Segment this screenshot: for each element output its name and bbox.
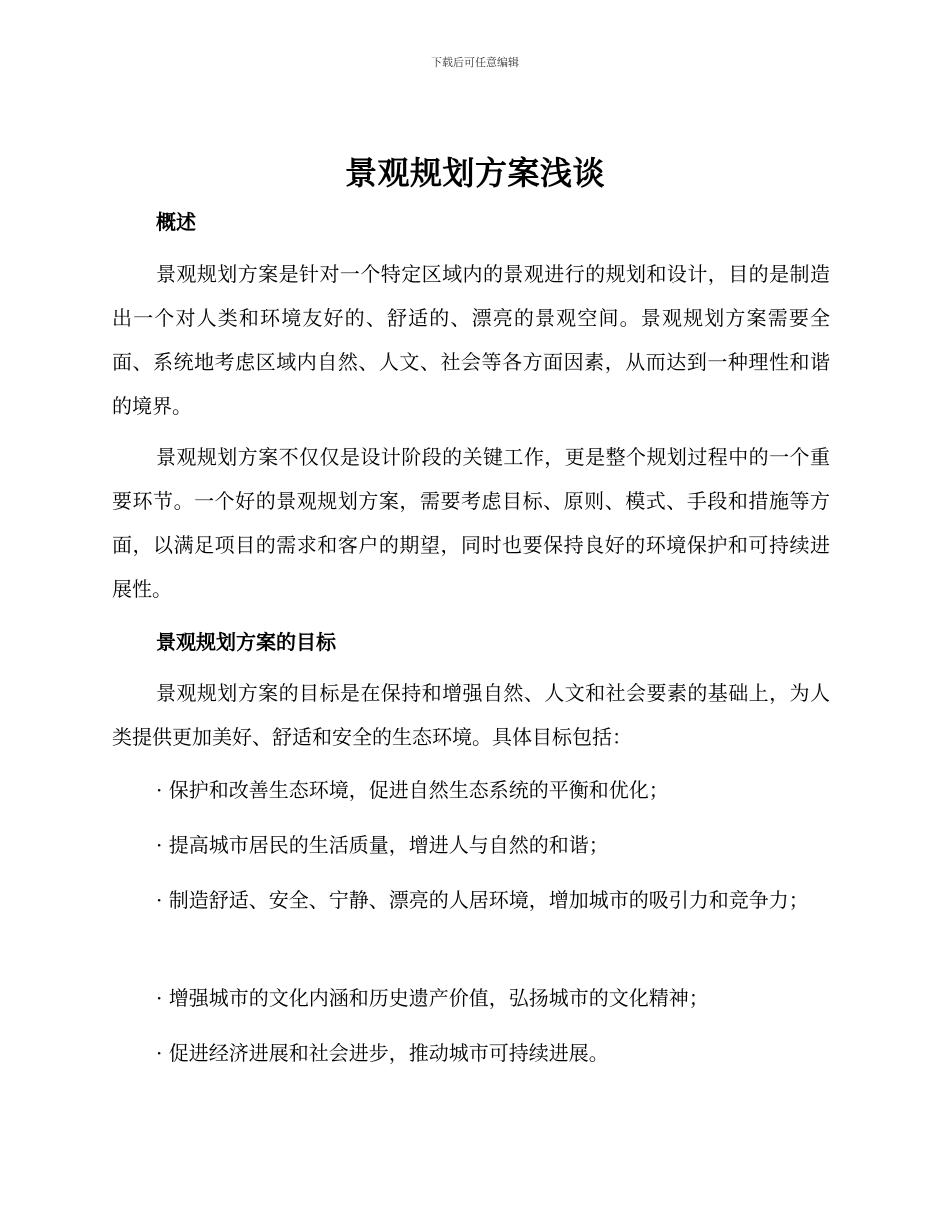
list-item: · 制造舒适、安全、宁静、漂亮的人居环境，增加城市的吸引力和竞争力； [156,888,809,912]
paragraph-goals-intro: 景观规划方案的目标是在保持和增强自然、人文和社会要素的基础上，为人类提供更加美好、舒适和安全的生态环境。具体目标包括： [112,681,830,749]
document-title: 景观规划方案浅谈 [344,154,605,192]
section-heading-overview: 概述 [156,210,196,234]
list-item: · 保护和改善生态环境，促进自然生态系统的平衡和优化； [156,778,669,802]
paragraph-overview-2: 景观规划方案不仅仅是设计阶段的关键工作，更是整个规划过程中的一个重要环节。一个好的景观规划方案，需要考虑目标、原则、模式、手段和措施等方面，以满足项目的需求和客户的期望，同时也要保持良好的环境保护和可持续进展性。 [112,445,830,601]
section-heading-goals: 景观规划方案的目标 [156,630,336,654]
paragraph-overview-1: 景观规划方案是针对一个特定区域内的景观进行的规划和设计，目的是制造出一个对人类和环境友好的、舒适的、漂亮的景观空间。景观规划方案需要全面、系统地考虑区域内自然、人文、社会等各方面因素，从而达到一种理性和谐的境界。 [112,262,830,418]
list-item: · 增强城市的文化内涵和历史遗产价值，弘扬城市的文化精神； [156,986,709,1010]
list-item: · 促进经济进展和社会进步，推动城市可持续进展。 [156,1041,609,1065]
list-item: · 提高城市居民的生活质量，增进人与自然的和谐； [156,833,609,857]
header-note: 下载后可任意编辑 [431,56,519,69]
